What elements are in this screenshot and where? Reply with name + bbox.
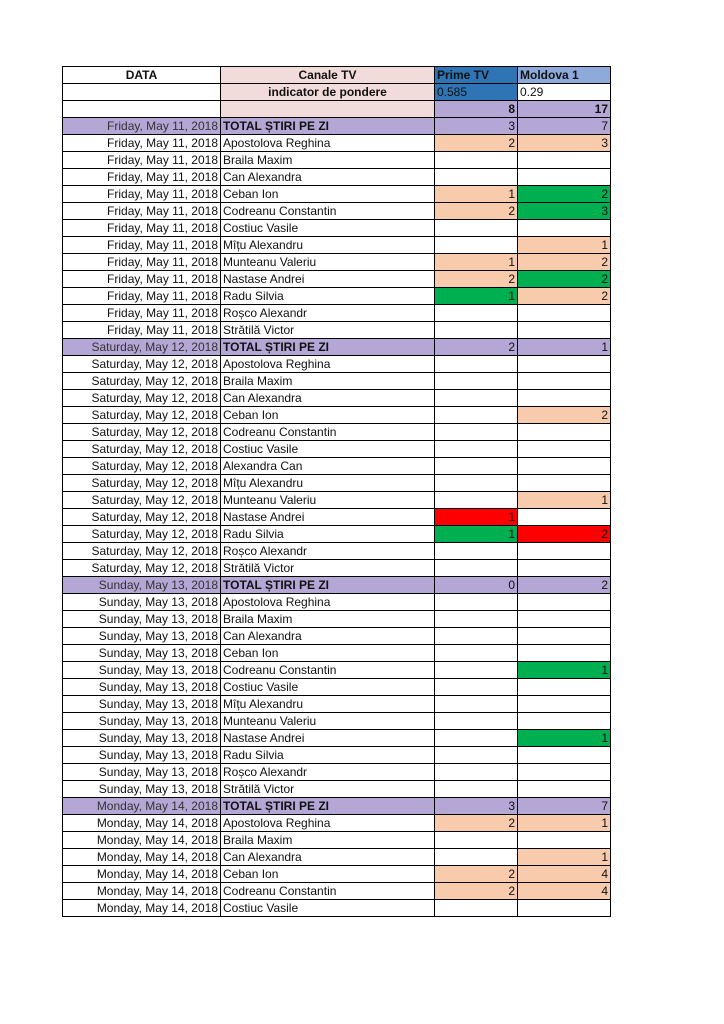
moldova-1-value-cell[interactable]: 2 bbox=[518, 577, 611, 594]
prime-tv-value-cell[interactable]: 1 bbox=[435, 186, 518, 203]
table-row bbox=[63, 730, 611, 747]
prime-tv-value-cell[interactable] bbox=[435, 356, 518, 373]
date-cell[interactable]: Monday, May 14, 2018 bbox=[63, 815, 221, 832]
moldova-1-value-cell[interactable] bbox=[518, 628, 611, 645]
date-cell[interactable]: Monday, May 14, 2018 bbox=[63, 832, 221, 849]
header-row bbox=[63, 67, 611, 84]
spreadsheet-table bbox=[62, 66, 611, 917]
table-row bbox=[63, 169, 611, 186]
moldova-1-value-cell[interactable] bbox=[518, 373, 611, 390]
person-name-cell[interactable]: Ceban Ion bbox=[221, 186, 435, 203]
date-cell[interactable]: Sunday, May 13, 2018 bbox=[63, 730, 221, 747]
date-cell[interactable]: Sunday, May 13, 2018 bbox=[63, 764, 221, 781]
person-name-cell[interactable]: Mîțu Alexandru bbox=[221, 475, 435, 492]
table-row bbox=[63, 220, 611, 237]
prime-tv-value-cell[interactable] bbox=[435, 849, 518, 866]
prime-tv-value-cell[interactable]: 1 bbox=[435, 254, 518, 271]
person-name-cell[interactable]: Codreanu Constantin bbox=[221, 203, 435, 220]
prime-tv-value-cell[interactable]: 3 bbox=[435, 118, 518, 135]
moldova-1-value-cell[interactable]: 2 bbox=[518, 254, 611, 271]
prime-tv-value-cell[interactable] bbox=[435, 645, 518, 662]
moldova-1-value-cell[interactable] bbox=[518, 356, 611, 373]
moldova-1-value-cell[interactable]: 2 bbox=[518, 186, 611, 203]
person-name-cell[interactable]: Strătilă Victor bbox=[221, 781, 435, 798]
total-label-cell[interactable]: TOTAL ȘTIRI PE ZI bbox=[221, 118, 435, 135]
prime-tv-value-cell[interactable] bbox=[435, 543, 518, 560]
day-total-row bbox=[63, 577, 611, 594]
moldova-1-value-cell[interactable] bbox=[518, 424, 611, 441]
total-label-cell[interactable]: TOTAL ȘTIRI PE ZI bbox=[221, 798, 435, 815]
prime-tv-value-cell[interactable] bbox=[435, 322, 518, 339]
moldova-1-value-cell[interactable]: 1 bbox=[518, 237, 611, 254]
moldova-1-value-cell[interactable]: 3 bbox=[518, 203, 611, 220]
person-name-cell[interactable]: Nastase Andrei bbox=[221, 271, 435, 288]
date-cell[interactable]: Sunday, May 13, 2018 bbox=[63, 713, 221, 730]
table-row bbox=[63, 645, 611, 662]
moldova-1-value-cell[interactable] bbox=[518, 458, 611, 475]
person-name-cell[interactable]: Roșco Alexandr bbox=[221, 305, 435, 322]
date-cell[interactable]: Saturday, May 12, 2018 bbox=[63, 356, 221, 373]
table-row bbox=[63, 135, 611, 152]
person-name-cell[interactable]: Radu Silvia bbox=[221, 747, 435, 764]
person-name-cell[interactable]: Munteanu Valeriu bbox=[221, 254, 435, 271]
date-cell[interactable]: Monday, May 14, 2018 bbox=[63, 798, 221, 815]
date-cell[interactable]: Saturday, May 12, 2018 bbox=[63, 560, 221, 577]
moldova-1-value-cell[interactable] bbox=[518, 764, 611, 781]
person-name-cell[interactable]: Radu Silvia bbox=[221, 288, 435, 305]
date-cell[interactable]: Saturday, May 12, 2018 bbox=[63, 339, 221, 356]
prime-tv-value-cell[interactable] bbox=[435, 594, 518, 611]
table-row bbox=[63, 747, 611, 764]
moldova-1-value-cell[interactable]: 1 bbox=[518, 730, 611, 747]
day-total-row bbox=[63, 798, 611, 815]
prime-tv-value-cell[interactable] bbox=[435, 611, 518, 628]
table-row bbox=[63, 271, 611, 288]
person-name-cell[interactable]: Strătilă Victor bbox=[221, 560, 435, 577]
table-row bbox=[63, 679, 611, 696]
person-name-cell[interactable]: Nastase Andrei bbox=[221, 730, 435, 747]
prime-tv-value-cell[interactable] bbox=[435, 169, 518, 186]
table-row bbox=[63, 713, 611, 730]
moldova-1-value-cell[interactable]: 1 bbox=[518, 849, 611, 866]
moldova-1-value-cell[interactable] bbox=[518, 305, 611, 322]
moldova-1-value-cell[interactable] bbox=[518, 509, 611, 526]
prime-tv-value-cell[interactable] bbox=[435, 237, 518, 254]
moldova-1-value-cell[interactable] bbox=[518, 679, 611, 696]
prime-tv-value-cell[interactable] bbox=[435, 424, 518, 441]
moldova-1-value-cell[interactable]: 7 bbox=[518, 798, 611, 815]
date-cell[interactable]: Friday, May 11, 2018 bbox=[63, 305, 221, 322]
prime-tv-value-cell[interactable] bbox=[435, 475, 518, 492]
total-label-cell[interactable]: TOTAL ȘTIRI PE ZI bbox=[221, 577, 435, 594]
person-name-cell[interactable]: Radu Silvia bbox=[221, 526, 435, 543]
table-row bbox=[63, 509, 611, 526]
date-cell[interactable]: Friday, May 11, 2018 bbox=[63, 220, 221, 237]
date-cell[interactable]: Friday, May 11, 2018 bbox=[63, 152, 221, 169]
date-cell[interactable]: Monday, May 14, 2018 bbox=[63, 883, 221, 900]
person-name-cell[interactable]: Costiuc Vasile bbox=[221, 441, 435, 458]
weight-label-cell[interactable]: indicator de pondere bbox=[221, 84, 435, 101]
moldova-1-value-cell[interactable] bbox=[518, 747, 611, 764]
moldova-1-value-cell[interactable] bbox=[518, 560, 611, 577]
person-name-cell[interactable]: Munteanu Valeriu bbox=[221, 492, 435, 509]
person-name-cell[interactable]: Mîțu Alexandru bbox=[221, 237, 435, 254]
date-cell[interactable]: Sunday, May 13, 2018 bbox=[63, 611, 221, 628]
person-name-cell[interactable]: Can Alexandra bbox=[221, 169, 435, 186]
date-cell[interactable]: Friday, May 11, 2018 bbox=[63, 271, 221, 288]
table-row bbox=[63, 628, 611, 645]
prime-tv-value-cell[interactable] bbox=[435, 560, 518, 577]
prime-tv-value-cell[interactable]: 1 bbox=[435, 526, 518, 543]
person-name-cell[interactable]: Braila Maxim bbox=[221, 152, 435, 169]
prime-tv-value-cell[interactable] bbox=[435, 747, 518, 764]
prime-tv-value-cell[interactable] bbox=[435, 696, 518, 713]
table-row bbox=[63, 696, 611, 713]
table-row bbox=[63, 526, 611, 543]
date-cell[interactable]: Sunday, May 13, 2018 bbox=[63, 662, 221, 679]
date-cell[interactable]: Saturday, May 12, 2018 bbox=[63, 509, 221, 526]
date-cell[interactable]: Saturday, May 12, 2018 bbox=[63, 373, 221, 390]
date-cell[interactable]: Friday, May 11, 2018 bbox=[63, 288, 221, 305]
table-row bbox=[63, 815, 611, 832]
prime-tv-value-cell[interactable] bbox=[435, 679, 518, 696]
prime-tv-value-cell[interactable]: 2 bbox=[435, 815, 518, 832]
prime-tv-value-cell[interactable] bbox=[435, 628, 518, 645]
table-row bbox=[63, 611, 611, 628]
table-row bbox=[63, 305, 611, 322]
date-cell[interactable]: Saturday, May 12, 2018 bbox=[63, 475, 221, 492]
prime-tv-value-cell[interactable]: 2 bbox=[435, 271, 518, 288]
prime-tv-value-cell[interactable]: 2 bbox=[435, 883, 518, 900]
date-column-header[interactable]: DATA bbox=[63, 67, 221, 84]
moldova-1-value-cell[interactable] bbox=[518, 645, 611, 662]
prime-tv-value-cell[interactable] bbox=[435, 781, 518, 798]
prime-tv-value-cell[interactable] bbox=[435, 407, 518, 424]
date-cell[interactable]: Saturday, May 12, 2018 bbox=[63, 441, 221, 458]
table-row bbox=[63, 560, 611, 577]
day-total-row bbox=[63, 339, 611, 356]
table-row bbox=[63, 441, 611, 458]
date-cell[interactable]: Sunday, May 13, 2018 bbox=[63, 577, 221, 594]
date-cell[interactable]: Saturday, May 12, 2018 bbox=[63, 526, 221, 543]
person-name-cell[interactable]: Costiuc Vasile bbox=[221, 679, 435, 696]
table-row bbox=[63, 203, 611, 220]
prime-tv-value-cell[interactable] bbox=[435, 713, 518, 730]
moldova-1-value-cell[interactable]: 1 bbox=[518, 662, 611, 679]
prime-tv-value-cell[interactable] bbox=[435, 220, 518, 237]
person-name-cell[interactable]: Roșco Alexandr bbox=[221, 764, 435, 781]
moldova-1-value-cell[interactable] bbox=[518, 594, 611, 611]
table-row bbox=[63, 662, 611, 679]
table-row bbox=[63, 866, 611, 883]
date-cell[interactable]: Monday, May 14, 2018 bbox=[63, 900, 221, 917]
prime-tv-value-cell[interactable]: 2 bbox=[435, 135, 518, 152]
date-cell[interactable]: Friday, May 11, 2018 bbox=[63, 118, 221, 135]
person-name-cell[interactable]: Mîțu Alexandru bbox=[221, 696, 435, 713]
person-name-cell[interactable]: Braila Maxim bbox=[221, 832, 435, 849]
moldova-1-value-cell[interactable] bbox=[518, 696, 611, 713]
moldova-1-value-cell[interactable]: 2 bbox=[518, 407, 611, 424]
prime-weight-cell[interactable]: 0.585 bbox=[435, 84, 518, 101]
person-name-cell[interactable]: Ceban Ion bbox=[221, 645, 435, 662]
moldova-1-value-cell[interactable] bbox=[518, 475, 611, 492]
table-row bbox=[63, 356, 611, 373]
moldova-1-value-cell[interactable] bbox=[518, 713, 611, 730]
table-row bbox=[63, 254, 611, 271]
person-name-cell[interactable]: Codreanu Constantin bbox=[221, 883, 435, 900]
person-name-cell[interactable]: Codreanu Constantin bbox=[221, 662, 435, 679]
weight-empty-cell[interactable] bbox=[63, 84, 221, 101]
date-cell[interactable]: Sunday, May 13, 2018 bbox=[63, 781, 221, 798]
moldova-1-value-cell[interactable]: 2 bbox=[518, 271, 611, 288]
table-row bbox=[63, 407, 611, 424]
person-name-cell[interactable]: Nastase Andrei bbox=[221, 509, 435, 526]
grand-total-label-cell[interactable] bbox=[221, 101, 435, 118]
prime-tv-value-cell[interactable] bbox=[435, 662, 518, 679]
moldova-1-value-cell[interactable]: 7 bbox=[518, 118, 611, 135]
weight-row bbox=[63, 84, 611, 101]
table-row bbox=[63, 322, 611, 339]
table-row bbox=[63, 900, 611, 917]
day-total-row bbox=[63, 118, 611, 135]
moldova-grand-total-cell[interactable]: 17 bbox=[518, 101, 611, 118]
date-cell[interactable]: Friday, May 11, 2018 bbox=[63, 135, 221, 152]
prime-grand-total-cell[interactable]: 8 bbox=[435, 101, 518, 118]
person-name-cell[interactable]: Can Alexandra bbox=[221, 390, 435, 407]
moldova-1-value-cell[interactable] bbox=[518, 220, 611, 237]
person-name-cell[interactable]: Alexandra Can bbox=[221, 458, 435, 475]
prime-tv-value-cell[interactable] bbox=[435, 305, 518, 322]
moldova-1-column-header[interactable]: Moldova 1 bbox=[518, 67, 611, 84]
moldova-1-value-cell[interactable] bbox=[518, 390, 611, 407]
date-cell[interactable]: Sunday, May 13, 2018 bbox=[63, 645, 221, 662]
date-cell[interactable]: Saturday, May 12, 2018 bbox=[63, 492, 221, 509]
prime-tv-value-cell[interactable]: 2 bbox=[435, 203, 518, 220]
moldova-1-value-cell[interactable]: 1 bbox=[518, 339, 611, 356]
person-name-cell[interactable]: Ceban Ion bbox=[221, 407, 435, 424]
person-name-cell[interactable]: Apostolova Reghina bbox=[221, 815, 435, 832]
prime-tv-value-cell[interactable]: 1 bbox=[435, 288, 518, 305]
prime-tv-column-header[interactable]: Prime TV bbox=[435, 67, 518, 84]
moldova-1-value-cell[interactable]: 1 bbox=[518, 492, 611, 509]
table-row bbox=[63, 475, 611, 492]
table-row bbox=[63, 781, 611, 798]
table-row bbox=[63, 458, 611, 475]
date-cell[interactable]: Sunday, May 13, 2018 bbox=[63, 696, 221, 713]
moldova-1-value-cell[interactable] bbox=[518, 543, 611, 560]
table-row bbox=[63, 832, 611, 849]
moldova-1-value-cell[interactable]: 2 bbox=[518, 288, 611, 305]
date-cell[interactable]: Sunday, May 13, 2018 bbox=[63, 628, 221, 645]
prime-tv-value-cell[interactable] bbox=[435, 458, 518, 475]
table-row bbox=[63, 492, 611, 509]
moldova-1-value-cell[interactable]: 4 bbox=[518, 866, 611, 883]
person-name-cell[interactable]: Codreanu Constantin bbox=[221, 424, 435, 441]
moldova-1-value-cell[interactable] bbox=[518, 900, 611, 917]
date-cell[interactable]: Monday, May 14, 2018 bbox=[63, 866, 221, 883]
person-name-cell[interactable]: Strătilă Victor bbox=[221, 322, 435, 339]
person-name-cell[interactable]: Apostolova Reghina bbox=[221, 135, 435, 152]
person-name-cell[interactable]: Munteanu Valeriu bbox=[221, 713, 435, 730]
person-name-cell[interactable]: Apostolova Reghina bbox=[221, 594, 435, 611]
moldova-1-value-cell[interactable] bbox=[518, 832, 611, 849]
person-name-cell[interactable]: Braila Maxim bbox=[221, 611, 435, 628]
date-cell[interactable]: Saturday, May 12, 2018 bbox=[63, 407, 221, 424]
grand-total-row bbox=[63, 101, 611, 118]
grand-total-empty-cell[interactable] bbox=[63, 101, 221, 118]
prime-tv-value-cell[interactable] bbox=[435, 764, 518, 781]
prime-tv-value-cell[interactable] bbox=[435, 390, 518, 407]
moldova-1-value-cell[interactable] bbox=[518, 152, 611, 169]
date-cell[interactable]: Monday, May 14, 2018 bbox=[63, 849, 221, 866]
person-name-cell[interactable]: Apostolova Reghina bbox=[221, 356, 435, 373]
moldova-1-value-cell[interactable] bbox=[518, 322, 611, 339]
moldova-1-value-cell[interactable]: 4 bbox=[518, 883, 611, 900]
date-cell[interactable]: Saturday, May 12, 2018 bbox=[63, 424, 221, 441]
table-row bbox=[63, 594, 611, 611]
date-cell[interactable]: Friday, May 11, 2018 bbox=[63, 169, 221, 186]
prime-tv-value-cell[interactable] bbox=[435, 900, 518, 917]
prime-tv-value-cell[interactable] bbox=[435, 441, 518, 458]
table-row bbox=[63, 849, 611, 866]
total-label-cell[interactable]: TOTAL ȘTIRI PE ZI bbox=[221, 339, 435, 356]
date-cell[interactable]: Sunday, May 13, 2018 bbox=[63, 679, 221, 696]
person-name-cell[interactable]: Costiuc Vasile bbox=[221, 900, 435, 917]
moldova-1-value-cell[interactable] bbox=[518, 169, 611, 186]
table-row bbox=[63, 186, 611, 203]
moldova-1-value-cell[interactable]: 2 bbox=[518, 526, 611, 543]
date-cell[interactable]: Sunday, May 13, 2018 bbox=[63, 594, 221, 611]
person-name-cell[interactable]: Braila Maxim bbox=[221, 373, 435, 390]
prime-tv-value-cell[interactable]: 1 bbox=[435, 509, 518, 526]
person-name-cell[interactable]: Can Alexandra bbox=[221, 628, 435, 645]
table-row bbox=[63, 152, 611, 169]
person-name-cell[interactable]: Costiuc Vasile bbox=[221, 220, 435, 237]
table-row bbox=[63, 390, 611, 407]
prime-tv-value-cell[interactable]: 2 bbox=[435, 339, 518, 356]
prime-tv-value-cell[interactable] bbox=[435, 152, 518, 169]
prime-tv-value-cell[interactable] bbox=[435, 373, 518, 390]
date-cell[interactable]: Friday, May 11, 2018 bbox=[63, 322, 221, 339]
date-cell[interactable]: Friday, May 11, 2018 bbox=[63, 254, 221, 271]
prime-tv-value-cell[interactable]: 3 bbox=[435, 798, 518, 815]
prime-tv-value-cell[interactable] bbox=[435, 730, 518, 747]
moldova-1-value-cell[interactable] bbox=[518, 611, 611, 628]
date-cell[interactable]: Friday, May 11, 2018 bbox=[63, 186, 221, 203]
person-name-cell[interactable]: Ceban Ion bbox=[221, 866, 435, 883]
table-row bbox=[63, 543, 611, 560]
moldova-1-value-cell[interactable] bbox=[518, 441, 611, 458]
date-cell[interactable]: Saturday, May 12, 2018 bbox=[63, 390, 221, 407]
date-cell[interactable]: Sunday, May 13, 2018 bbox=[63, 747, 221, 764]
moldova-1-value-cell[interactable]: 3 bbox=[518, 135, 611, 152]
table-row bbox=[63, 883, 611, 900]
person-name-cell[interactable]: Roșco Alexandr bbox=[221, 543, 435, 560]
table-row bbox=[63, 764, 611, 781]
table-row bbox=[63, 373, 611, 390]
person-name-cell[interactable]: Can Alexandra bbox=[221, 849, 435, 866]
date-cell[interactable]: Friday, May 11, 2018 bbox=[63, 237, 221, 254]
prime-tv-value-cell[interactable] bbox=[435, 832, 518, 849]
table-body bbox=[63, 67, 611, 917]
prime-tv-value-cell[interactable]: 2 bbox=[435, 866, 518, 883]
table-row bbox=[63, 237, 611, 254]
table-row bbox=[63, 424, 611, 441]
prime-tv-value-cell[interactable] bbox=[435, 492, 518, 509]
date-cell[interactable]: Friday, May 11, 2018 bbox=[63, 203, 221, 220]
moldova-weight-cell[interactable]: 0.29 bbox=[518, 84, 611, 101]
channels-column-header[interactable]: Canale TV bbox=[221, 67, 435, 84]
table-row bbox=[63, 288, 611, 305]
date-cell[interactable]: Saturday, May 12, 2018 bbox=[63, 543, 221, 560]
prime-tv-value-cell[interactable]: 0 bbox=[435, 577, 518, 594]
date-cell[interactable]: Saturday, May 12, 2018 bbox=[63, 458, 221, 475]
moldova-1-value-cell[interactable] bbox=[518, 781, 611, 798]
moldova-1-value-cell[interactable]: 1 bbox=[518, 815, 611, 832]
